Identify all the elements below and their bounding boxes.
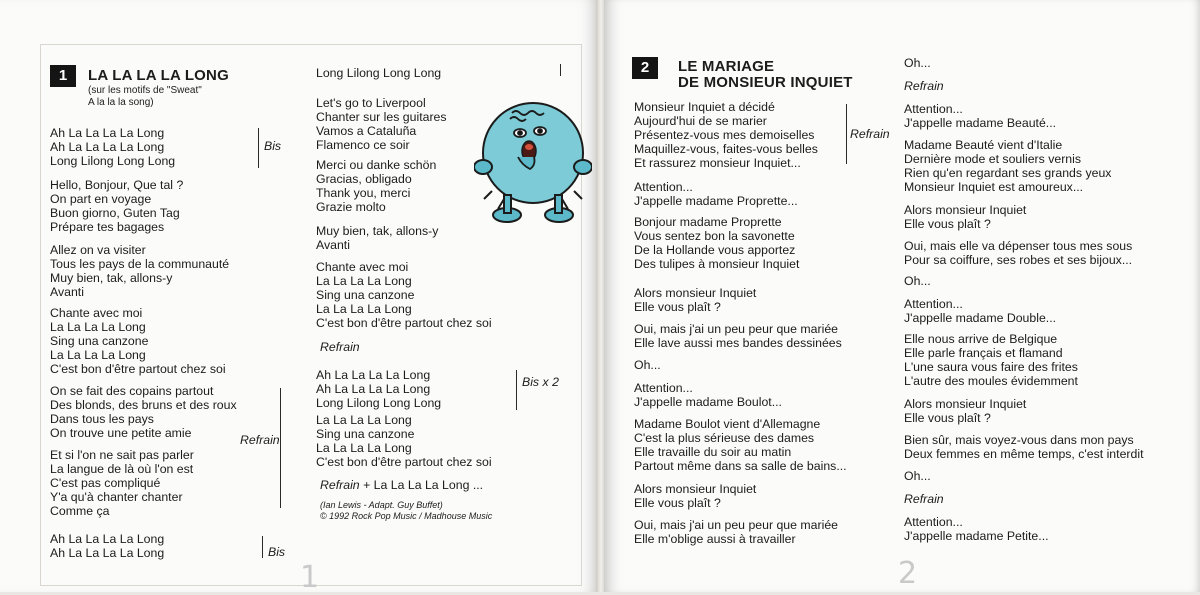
lyric-line: Ah La La La La Long <box>50 532 165 546</box>
lyric-line: J'appelle madame Proprette... <box>634 194 798 208</box>
refrain-marker: Refrain <box>904 79 944 93</box>
lyric-line: Dernière mode et souliers vernis <box>904 152 1082 166</box>
lyric-line: La La La La Long <box>316 302 412 316</box>
lyrics-stanza <box>904 102 1056 130</box>
lyric-line: Tous les pays de la communauté <box>50 257 230 271</box>
lyric-line: Elle vous plaît ? <box>904 217 991 231</box>
booklet-page-left <box>0 0 598 595</box>
lyric-line: C'est bon d'être partout chez soi <box>50 362 226 376</box>
lyric-line: J'appelle madame Petite... <box>904 529 1049 543</box>
lyric-line: Attention... <box>634 381 693 395</box>
lyric-line: Attention... <box>904 102 963 116</box>
lyric-line: J'appelle madame Boulot... <box>634 395 782 409</box>
lyrics-stanza <box>50 448 194 518</box>
bis-x2-label: Bis x 2 <box>522 375 559 389</box>
refrain-repeat-line <box>320 478 483 492</box>
bracket-line <box>258 128 259 168</box>
song-number-badge: 1 <box>50 65 76 87</box>
bracket-line <box>262 536 263 558</box>
lyric-line: Alors monsieur Inquiet <box>634 482 757 496</box>
lyrics-stanza <box>316 224 438 252</box>
lyric-line: Des blonds, des bruns et des roux <box>50 398 237 412</box>
refrain-label: Refrain <box>850 127 890 141</box>
lyric-line: Elle vous plaît ? <box>634 496 721 510</box>
bis-label: Bis <box>268 545 286 559</box>
lyrics-stanza <box>50 384 237 440</box>
bracket-line <box>280 388 281 508</box>
lyric-line: Elle travaille du soir au matin <box>634 445 792 459</box>
lyric-line: Alors monsieur Inquiet <box>904 397 1027 411</box>
lyric-line: Ah La La La La Long <box>50 126 165 140</box>
lyric-line: On se fait des copains partout <box>50 384 214 398</box>
lyric-line: La La La La Long <box>50 320 146 334</box>
lyric-line: Long Lilong Long Long <box>316 66 442 80</box>
lyrics-stanza <box>634 180 798 208</box>
lyric-line: Merci ou danke schön <box>316 158 437 172</box>
lyric-line: La La La La Long <box>50 348 146 362</box>
credits-copyright: © 1992 Rock Pop Music / Madhouse Music <box>320 511 493 521</box>
lyric-line: Long Lilong Long Long <box>50 154 176 168</box>
lyric-line: Alors monsieur Inquiet <box>634 286 757 300</box>
lyric-line: Maquillez-vous, faites-vous belles <box>634 142 818 156</box>
lyrics-stanza <box>904 515 1049 543</box>
lyrics-stanza <box>50 178 183 234</box>
credits-authors: (Ian Lewis - Adapt. Guy Buffet) <box>320 500 443 510</box>
lyric-line: Aujourd'hui de se marier <box>634 114 767 128</box>
lyrics-stanza <box>50 532 164 560</box>
lyric-line: Sing una canzone <box>316 288 415 302</box>
lyric-line: Présentez-vous mes demoiselles <box>634 128 815 142</box>
lyrics-stanza <box>634 381 782 409</box>
lyric-line: La La La La Long <box>316 274 412 288</box>
lyrics-stanza <box>634 100 818 170</box>
lyrics-stanza <box>50 306 226 376</box>
lyric-line: Pour sa coiffure, ses robes et ses bijoux... <box>904 253 1133 267</box>
refrain-marker: Refrain <box>320 340 360 354</box>
lyric-line: C'est bon d'être partout chez soi <box>316 455 492 469</box>
lyric-line: La La La La Long <box>316 441 412 455</box>
lyric-line: Attention... <box>904 297 963 311</box>
lyric-line: Avanti <box>316 238 350 252</box>
lyric-line: Monsieur Inquiet a décidé <box>634 100 775 114</box>
lyric-line: Allez on va visiter <box>50 243 146 257</box>
lyric-line: J'appelle madame Double... <box>904 311 1057 325</box>
lyric-line: Bien sûr, mais voyez-vous dans mon pays <box>904 433 1134 447</box>
lyrics-stanza <box>904 433 1144 461</box>
lyrics-stanza <box>634 518 838 546</box>
lyric-line: Let's go to Liverpool <box>316 96 426 110</box>
lyrics-stanza <box>316 413 492 469</box>
lyrics-stanza <box>904 297 1056 325</box>
lyric-line: Partout même dans sa salle de bains... <box>634 459 847 473</box>
lyric-line: Ah La La La La Long <box>316 382 431 396</box>
lyric-line: Elle vous plaît ? <box>634 300 721 314</box>
lyric-line: Buon giorno, Guten Tag <box>50 206 180 220</box>
lyrics-stanza <box>904 138 1111 194</box>
lyric-line: Muy bien, tak, allons-y <box>50 271 173 285</box>
lyric-line: Bonjour madame Proprette <box>634 215 782 229</box>
lyric-line: Vamos a Cataluña <box>316 124 417 138</box>
lyric-line: Y'a qu'à chanter chanter <box>50 490 183 504</box>
lyrics-stanza <box>316 96 447 152</box>
lyric-line: Sing una canzone <box>316 427 415 441</box>
lyric-line: Elle nous arrive de Belgique <box>904 332 1058 346</box>
lyric-line: Elle vous plaît ? <box>904 411 991 425</box>
lyric-line: La La La La Long <box>316 413 412 427</box>
lyric-line: Grazie molto <box>316 200 386 214</box>
lyrics-stanza <box>50 243 229 299</box>
song-title-line: LE MARIAGE <box>678 58 775 75</box>
lyric-line: Deux femmes en même temps, c'est interdit <box>904 447 1144 461</box>
lyric-line: Chanter sur les guitares <box>316 110 447 124</box>
lyrics-stanza <box>316 368 441 410</box>
lyric-line: Et rassurez monsieur Inquiet... <box>634 156 801 170</box>
lyrics-stanza <box>634 215 799 271</box>
refrain-label: Refrain <box>240 433 280 447</box>
lyric-line: Chante avec moi <box>316 260 409 274</box>
lyric-line: Ah La La La La Long <box>50 140 165 154</box>
lyric-line: On part en voyage <box>50 192 152 206</box>
lyric-line: Dans tous les pays <box>50 412 154 426</box>
song-title: LA LA LA LA LONG <box>88 67 229 84</box>
lyrics-stanza <box>634 482 756 510</box>
lyric-line: Elle lave aussi mes bandes dessinées <box>634 336 842 350</box>
lyric-line: C'est bon d'être partout chez soi <box>316 316 492 330</box>
song-subtitle-line: (sur les motifs de "Sweat" <box>88 85 202 96</box>
bracket-line <box>516 370 517 410</box>
lyric-line: Rien qu'en regardant ses grands yeux <box>904 166 1112 180</box>
lyric-line: Long Lilong Long Long <box>316 396 442 410</box>
lyric-line: Ah La La La La Long <box>316 368 431 382</box>
lyric-line: + La La La La Long ... <box>363 478 484 492</box>
song-subtitle-line: A la la la song) <box>88 97 154 108</box>
lyric-line: Chante avec moi <box>50 306 143 320</box>
lyrics-stanza <box>904 203 1026 231</box>
lyric-line: Oh... <box>904 274 931 288</box>
lyric-line: Avanti <box>50 285 84 299</box>
lyric-line: Oh... <box>904 469 931 483</box>
lyric-line: Gracias, obligado <box>316 172 412 186</box>
refrain-marker: Refrain <box>904 492 944 506</box>
lyric-line: Madame Beauté vient d'Italie <box>904 138 1063 152</box>
lyric-line: J'appelle madame Beauté... <box>904 116 1057 130</box>
lyric-line: Comme ça <box>50 504 110 518</box>
bracket-line <box>560 64 561 76</box>
lyric-line: Oh... <box>634 358 661 372</box>
booklet-page-right <box>604 0 1200 592</box>
song-number-badge: 2 <box>632 57 658 79</box>
lyrics-stanza <box>634 358 661 372</box>
lyric-line: Oui, mais elle va dépenser tous mes sous <box>904 239 1133 253</box>
lyric-line: L'une saura vous faire des frites <box>904 360 1078 374</box>
lyric-line: Oh... <box>904 56 931 70</box>
lyric-line: C'est pas compliqué <box>50 476 161 490</box>
lyric-line: Alors monsieur Inquiet <box>904 203 1027 217</box>
blue-character-illustration <box>474 95 592 237</box>
lyric-line: Attention... <box>904 515 963 529</box>
lyric-line: L'autre des moules évidemment <box>904 374 1078 388</box>
lyrics-stanza <box>634 417 847 473</box>
refrain-marker: Refrain <box>320 478 360 492</box>
lyric-line: Oui, mais j'ai un peu peur que mariée <box>634 518 838 532</box>
lyric-line: Muy bien, tak, allons-y <box>316 224 439 238</box>
page-number: 2 <box>898 556 918 591</box>
lyric-line: Des tulipes à monsieur Inquiet <box>634 257 800 271</box>
lyric-line: C'est la plus sérieuse des dames <box>634 431 815 445</box>
lyrics-stanza <box>904 332 1078 388</box>
song-title-line: DE MONSIEUR INQUIET <box>678 74 853 91</box>
lyric-line: La langue de là où l'on est <box>50 462 194 476</box>
lyric-line: Madame Boulot vient d'Allemagne <box>634 417 821 431</box>
lyric-line: Attention... <box>634 180 693 194</box>
lyrics-stanza <box>904 239 1132 267</box>
lyric-line: Et si l'on ne sait pas parler <box>50 448 194 462</box>
lyrics-stanza <box>316 260 492 330</box>
bis-label: Bis <box>264 139 282 153</box>
lyrics-stanza <box>904 397 1026 425</box>
lyric-line: Elle m'oblige aussi à travailler <box>634 532 796 546</box>
lyric-line: Hello, Bonjour, Que tal ? <box>50 178 184 192</box>
lyric-line: De la Hollande vous apportez <box>634 243 796 257</box>
lyric-line: Thank you, merci <box>316 186 411 200</box>
lyrics-stanza <box>634 322 842 350</box>
lyric-line: Sing una canzone <box>50 334 149 348</box>
bracket-line <box>846 104 847 164</box>
lyric-line: On trouve une petite amie <box>50 426 192 440</box>
lyric-line: Prépare tes bagages <box>50 220 165 234</box>
lyric-line: Monsieur Inquiet est amoureux... <box>904 180 1084 194</box>
lyric-line: Flamenco ce soir <box>316 138 410 152</box>
lyrics-stanza <box>316 158 436 214</box>
page-number: 1 <box>300 560 320 595</box>
lyric-line: Ah La La La La Long <box>50 546 165 560</box>
lyric-line: Oui, mais j'ai un peu peur que mariée <box>634 322 838 336</box>
lyric-line: Vous sentez bon la savonette <box>634 229 795 243</box>
lyric-line: Elle parle français et flamand <box>904 346 1063 360</box>
lyrics-stanza <box>50 126 175 168</box>
lyrics-stanza <box>634 286 756 314</box>
